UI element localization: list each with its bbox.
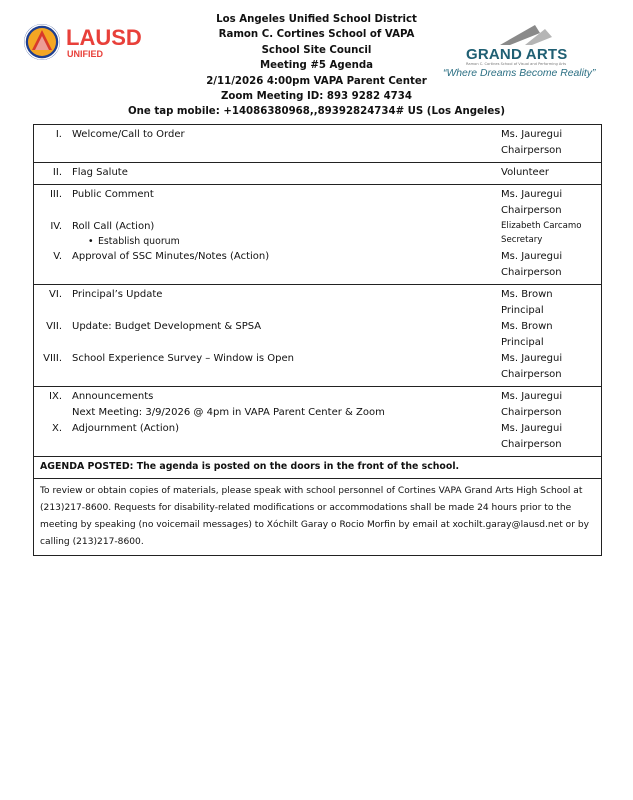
next-meeting: Next Meeting: 3/9/2026 @ 4pm in VAPA Parent Center & Zoom (72, 407, 385, 418)
school-name: Ramon C. Cortines School of VAPA (218, 29, 415, 41)
responsible-name: Ms. Brown (501, 289, 553, 300)
responsible-name: Volunteer (501, 167, 549, 178)
item-responsible (501, 319, 601, 351)
item-title: Principal’s Update (72, 289, 163, 300)
item-title: School Experience Survey – Window is Open (72, 353, 294, 364)
meeting-datetime: 2/11/2026 4:00pm VAPA Parent Center (206, 75, 427, 87)
agenda-row (34, 351, 601, 383)
zoom-id: Zoom Meeting ID: 893 9282 4734 (221, 91, 412, 103)
district-name: Los Angeles Unified School District (216, 14, 417, 25)
responsible-role: Chairperson (501, 145, 562, 156)
item-number: VIII. (43, 353, 62, 364)
agenda-row (34, 405, 601, 421)
item-title: Roll Call (Action) (72, 221, 155, 232)
item-title: Public Comment (72, 189, 154, 200)
sub-item-text: Establish quorum (98, 236, 180, 247)
grand-arts-subtitle: Ramon C. Cortines School of Visual and Performing Arts (466, 62, 567, 66)
responsible-name: Ms. Jauregui (501, 129, 563, 140)
item-responsible (501, 219, 601, 249)
agenda-table (33, 124, 602, 556)
responsible-name: Ms. Jauregui (501, 391, 563, 402)
item-responsible (501, 187, 601, 219)
item-responsible (501, 249, 601, 281)
agenda-row (34, 165, 601, 181)
item-responsible (501, 405, 601, 421)
accessibility-notice: To review or obtain copies of materials, please speak with school personnel of Cortines VAPA Grand Arts High School at (213)217-8600. Requests for disability-related modifications or accommodations shall be made 24 hours prior to the meeting by speaking (no voicemail messages) to Xóchilt Garay o Rocio Morfin by email at xochilt.garay@lausd.net or by calling (213)217-8600. (34, 478, 601, 555)
item-title: Announcements (72, 391, 154, 402)
agenda-section (34, 386, 601, 456)
agenda-row (34, 287, 601, 319)
agenda-row (34, 389, 601, 405)
item-number: IV. (50, 221, 62, 232)
item-number: III. (49, 189, 62, 200)
responsible-role: Chairperson (501, 205, 562, 216)
responsible-name: Ms. Jauregui (501, 251, 563, 262)
item-title: Welcome/Call to Order (72, 129, 185, 140)
item-number: X. (51, 423, 62, 434)
responsible-name: Ms. Brown (501, 321, 553, 332)
responsible-role: Secretary (501, 235, 543, 245)
meeting-title: Meeting #5 Agenda (259, 60, 374, 72)
bullet-icon: • (88, 236, 94, 247)
agenda-posted-note: AGENDA POSTED: The agenda is posted on the doors in the front of the school. (34, 456, 601, 478)
lausd-unified: UNIFIED (67, 49, 103, 59)
agenda-row (34, 187, 601, 219)
sub-item (72, 235, 501, 249)
agenda-section (34, 184, 601, 284)
item-title: Flag Salute (72, 167, 128, 178)
item-number: IX. (49, 391, 62, 402)
responsible-role: Principal (501, 305, 544, 316)
responsible-name: Elizabeth Carcamo (501, 221, 582, 231)
item-number: VII. (46, 321, 62, 332)
item-title: Update: Budget Development & SPSA (72, 321, 262, 332)
item-number: VI. (49, 289, 62, 300)
responsible-role: Chairperson (501, 267, 562, 278)
item-number (34, 405, 66, 421)
agenda-header (0, 12, 633, 120)
agenda-row (34, 249, 601, 281)
item-responsible (501, 389, 601, 405)
item-responsible (501, 421, 601, 453)
agenda-row (34, 319, 601, 351)
responsible-role: Chairperson (501, 439, 562, 450)
agenda-section (34, 124, 601, 162)
item-number: V. (53, 251, 62, 262)
responsible-name: Ms. Jauregui (501, 353, 563, 364)
lausd-wordmark: LAUSD (66, 25, 142, 50)
item-responsible (501, 351, 601, 383)
grand-arts-name: GRAND ARTS (466, 46, 568, 63)
agenda-row (34, 127, 601, 159)
item-title: Adjournment (Action) (72, 423, 179, 434)
responsible-role: Chairperson (501, 407, 562, 418)
item-responsible (501, 127, 601, 159)
one-tap-mobile: One tap mobile: +14086380968,,89392824734# US (Los Angeles) (127, 106, 506, 118)
responsible-name: Ms. Jauregui (501, 423, 563, 434)
agenda-row (34, 219, 601, 249)
grand-arts-tagline: “Where Dreams Become Reality” (443, 68, 596, 79)
agenda-row (34, 421, 601, 453)
item-number: II. (52, 167, 62, 178)
item-responsible (501, 165, 601, 181)
item-title: Approval of SSC Minutes/Notes (Action) (72, 251, 270, 262)
item-number: I. (55, 129, 62, 140)
agenda-section (34, 284, 601, 386)
council-name: School Site Council (261, 44, 372, 56)
item-responsible (501, 287, 601, 319)
agenda-section (34, 162, 601, 184)
responsible-role: Chairperson (501, 369, 562, 380)
responsible-name: Ms. Jauregui (501, 189, 563, 200)
item-title-block (66, 219, 501, 249)
responsible-role: Principal (501, 337, 544, 348)
